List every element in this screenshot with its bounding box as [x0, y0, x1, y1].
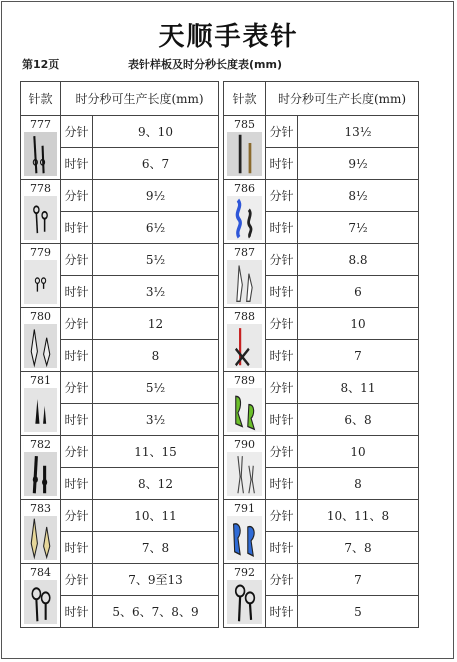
- model-number: 778: [30, 182, 51, 195]
- model-number: 786: [234, 182, 255, 195]
- header-model: 针款: [224, 82, 266, 116]
- hour-hand-label: 时针: [266, 596, 298, 628]
- loop-hands-icon: [227, 580, 262, 624]
- hour-hand-length: 7、8: [298, 532, 419, 564]
- table-row: [224, 372, 419, 404]
- small-round-hands-icon: [24, 196, 57, 240]
- table-row: [21, 244, 219, 276]
- hour-hand-label: 时针: [61, 276, 93, 308]
- hour-hand-length: 5: [298, 596, 419, 628]
- model-number: 783: [30, 502, 51, 515]
- table-row: [224, 244, 419, 276]
- model-number: 779: [30, 246, 51, 259]
- model-cell: [224, 436, 266, 500]
- spec-table-right: [223, 81, 419, 628]
- model-cell: [21, 308, 61, 372]
- model-cell: [224, 500, 266, 564]
- minute-hand-label: 分针: [266, 500, 298, 532]
- table-row: [21, 180, 219, 212]
- minute-hand-length: 5½: [93, 372, 219, 404]
- table-row: [21, 436, 219, 468]
- model-cell: [224, 244, 266, 308]
- table-subtitle: 表针样板及时分秒长度表(mm): [128, 58, 282, 71]
- hour-hand-label: 时针: [61, 596, 93, 628]
- table-row: [224, 500, 419, 532]
- table-row: [224, 308, 419, 340]
- model-cell: [21, 564, 61, 628]
- header-length: 时分秒可生产长度(mm): [266, 82, 419, 116]
- hour-hand-length: 6½: [93, 212, 219, 244]
- minute-hand-label: 分针: [266, 564, 298, 596]
- header-length: 时分秒可生产长度(mm): [61, 82, 219, 116]
- hour-hand-length: 6、8: [298, 404, 419, 436]
- hour-hand-label: 时针: [266, 340, 298, 372]
- table-header-row: [21, 82, 219, 116]
- green-figure-hands-icon: [227, 388, 262, 432]
- table-row: [21, 564, 219, 596]
- model-cell: [224, 564, 266, 628]
- minute-hand-length: 10、11: [93, 500, 219, 532]
- minute-hand-label: 分针: [61, 116, 93, 148]
- minute-hand-length: 13½: [298, 116, 419, 148]
- table-row: [224, 180, 419, 212]
- model-number: 790: [234, 438, 255, 451]
- hour-hand-length: 8、12: [93, 468, 219, 500]
- hour-hand-label: 时针: [266, 404, 298, 436]
- model-cell: [21, 180, 61, 244]
- model-number: 780: [30, 310, 51, 323]
- red-heart-hands-icon: [227, 324, 262, 368]
- small-dagger-hands-icon: [24, 388, 57, 432]
- model-number: 784: [30, 566, 51, 579]
- hour-hand-label: 时针: [61, 468, 93, 500]
- hour-hand-label: 时针: [266, 532, 298, 564]
- blue-chain-hands-icon: [227, 196, 262, 240]
- arm-hands-icon: [227, 260, 262, 304]
- model-number: 782: [30, 438, 51, 451]
- minute-hand-label: 分针: [266, 180, 298, 212]
- model-cell: [224, 372, 266, 436]
- minute-hand-label: 分针: [61, 500, 93, 532]
- leaf-hands-icon: [24, 324, 57, 368]
- model-number: 789: [234, 374, 255, 387]
- hour-hand-length: 8: [93, 340, 219, 372]
- table-row: [224, 116, 419, 148]
- minute-hand-label: 分针: [61, 308, 93, 340]
- model-number: 792: [234, 566, 255, 579]
- minute-hand-length: 8.8: [298, 244, 419, 276]
- model-number: 777: [30, 118, 51, 131]
- minute-hand-length: 10: [298, 436, 419, 468]
- hour-hand-label: 时针: [61, 532, 93, 564]
- hour-hand-label: 时针: [61, 404, 93, 436]
- long-lance-hands-icon: [24, 132, 57, 176]
- table-row: [21, 500, 219, 532]
- minute-hand-label: 分针: [61, 436, 93, 468]
- minute-hand-label: 分针: [61, 244, 93, 276]
- minute-hand-length: 7、9至13: [93, 564, 219, 596]
- minute-hand-length: 10、11、8: [298, 500, 419, 532]
- table-row: [21, 308, 219, 340]
- minute-hand-length: 10: [298, 308, 419, 340]
- hour-hand-label: 时针: [266, 148, 298, 180]
- minute-hand-length: 9、10: [93, 116, 219, 148]
- hour-hand-length: 5、6、7、8、9: [93, 596, 219, 628]
- hour-hand-length: 6: [298, 276, 419, 308]
- model-cell: [21, 244, 61, 308]
- blue-figure-hands-icon: [227, 516, 262, 560]
- model-cell: [21, 500, 61, 564]
- minute-hand-label: 分针: [61, 564, 93, 596]
- minute-hand-length: 5½: [93, 244, 219, 276]
- page-number: 第12页: [22, 58, 60, 71]
- model-cell: [224, 116, 266, 180]
- model-number: 787: [234, 246, 255, 259]
- ring-hands-icon: [24, 580, 57, 624]
- hour-hand-length: 6、7: [93, 148, 219, 180]
- hour-hand-length: 7: [298, 340, 419, 372]
- minute-hand-length: 8½: [298, 180, 419, 212]
- hour-hand-label: 时针: [266, 468, 298, 500]
- page-title: 天顺手表针: [158, 22, 299, 52]
- header-model: 针款: [21, 82, 61, 116]
- hour-hand-length: 7、8: [93, 532, 219, 564]
- black-baton-hands-icon: [24, 452, 57, 496]
- hour-hand-length: 3½: [93, 276, 219, 308]
- tiny-hands-icon: [24, 260, 57, 304]
- sword-hands-icon: [227, 132, 262, 176]
- table-row: [224, 436, 419, 468]
- minute-hand-label: 分针: [61, 372, 93, 404]
- hour-hand-label: 时针: [61, 212, 93, 244]
- hour-hand-label: 时针: [266, 212, 298, 244]
- model-cell: [224, 308, 266, 372]
- hour-hand-length: 8: [298, 468, 419, 500]
- hour-hand-label: 时针: [266, 276, 298, 308]
- hour-hand-length: 9½: [298, 148, 419, 180]
- minute-hand-length: 9½: [93, 180, 219, 212]
- hour-hand-length: 7½: [298, 212, 419, 244]
- minute-hand-label: 分针: [266, 244, 298, 276]
- minute-hand-length: 11、15: [93, 436, 219, 468]
- hour-hand-label: 时针: [61, 148, 93, 180]
- minute-hand-length: 8、11: [298, 372, 419, 404]
- model-number: 791: [234, 502, 255, 515]
- table-header-row: [224, 82, 419, 116]
- minute-hand-length: 7: [298, 564, 419, 596]
- table-row: [224, 564, 419, 596]
- model-number: 785: [234, 118, 255, 131]
- model-number: 788: [234, 310, 255, 323]
- minute-hand-length: 12: [93, 308, 219, 340]
- model-cell: [224, 180, 266, 244]
- minute-hand-label: 分针: [61, 180, 93, 212]
- minute-hand-label: 分针: [266, 436, 298, 468]
- minute-hand-label: 分针: [266, 308, 298, 340]
- dauphine-hands-icon: [24, 516, 57, 560]
- model-cell: [21, 116, 61, 180]
- minute-hand-label: 分针: [266, 372, 298, 404]
- spec-table-left: [20, 81, 219, 628]
- model-cell: [21, 372, 61, 436]
- hour-hand-length: 3½: [93, 404, 219, 436]
- table-row: [21, 116, 219, 148]
- table-row: [21, 372, 219, 404]
- model-number: 781: [30, 374, 51, 387]
- model-cell: [21, 436, 61, 500]
- minute-hand-label: 分针: [266, 116, 298, 148]
- skeleton-hands-icon: [227, 452, 262, 496]
- hour-hand-label: 时针: [61, 340, 93, 372]
